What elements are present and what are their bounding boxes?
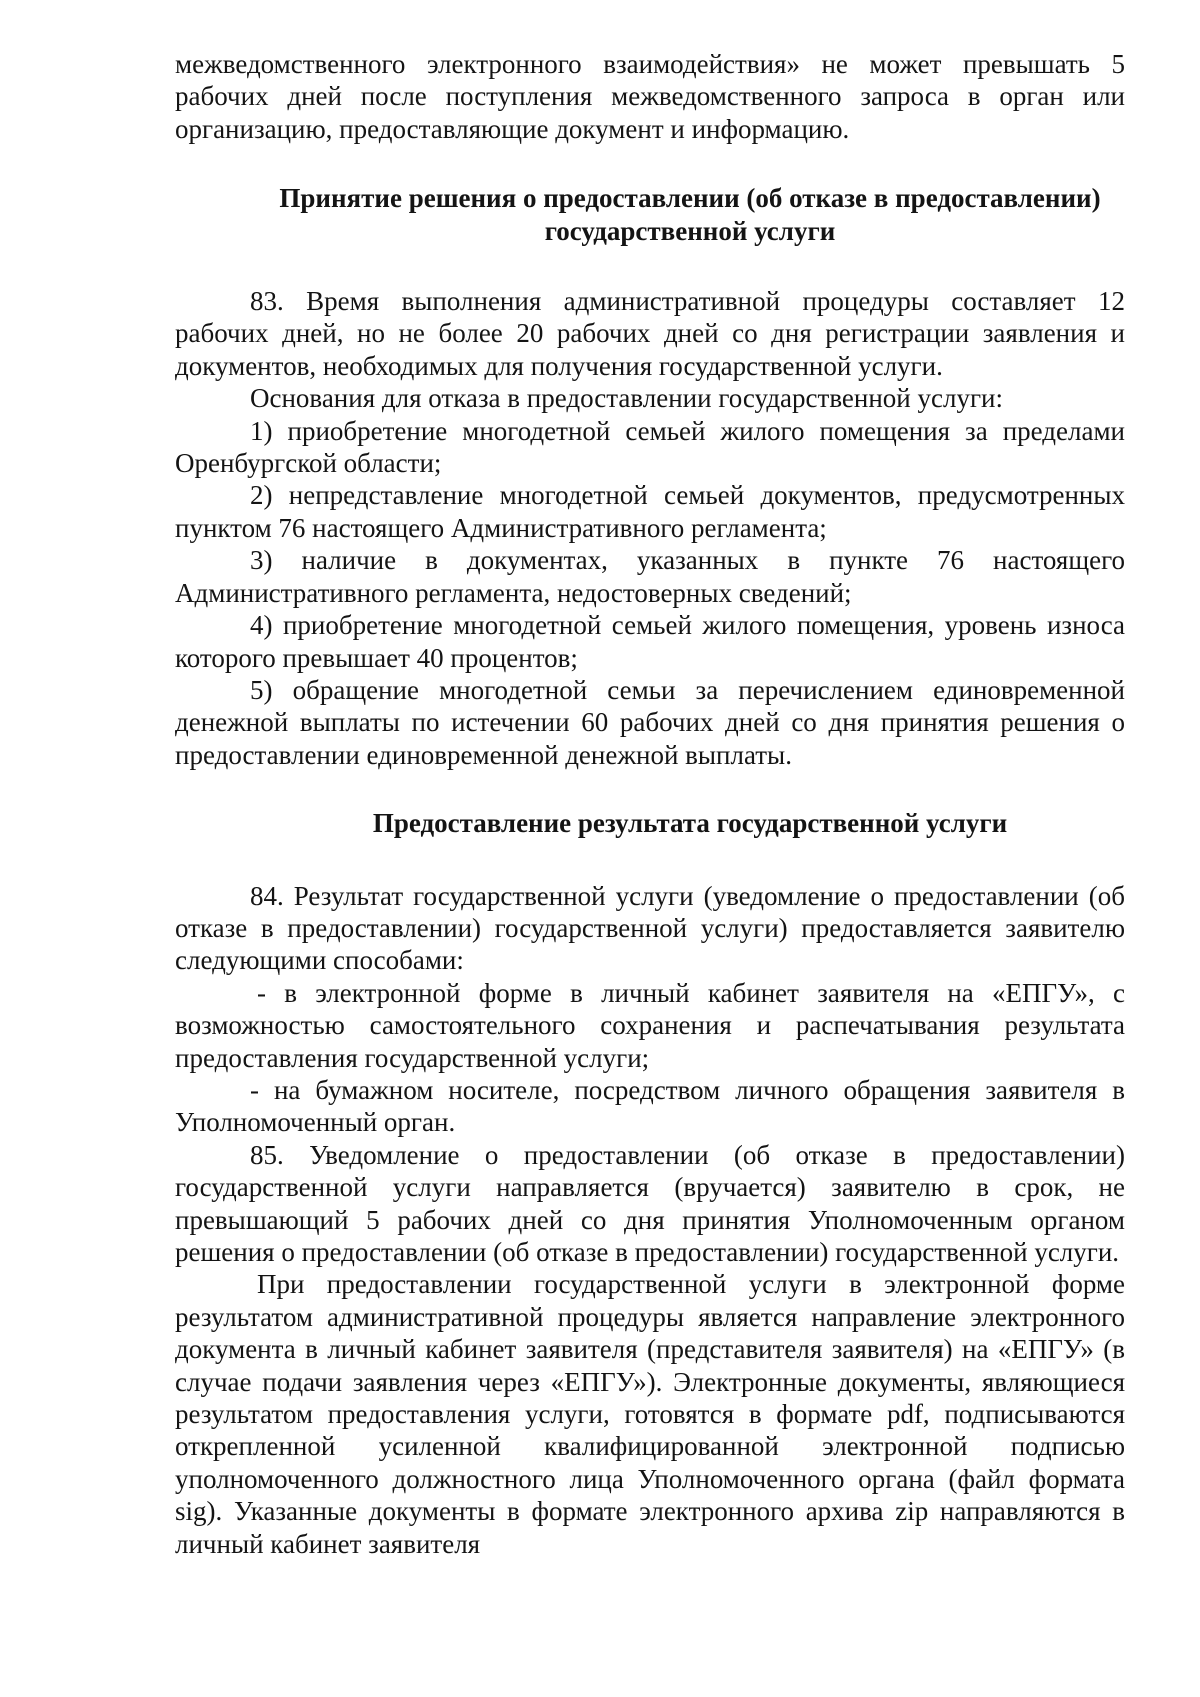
- continuation-paragraph: межведомственного электронного взаимодействия» не может превышать 5 рабочих дней после поступления межведомственного запроса в орган или организацию, предоставляющие документ и информацию.: [175, 49, 1125, 144]
- method-paper: - на бумажном носителе, посредством личного обращения заявителя в Уполномоченный орган.: [175, 1074, 1125, 1138]
- method-electronic: - в электронной форме в личный кабинет заявителя на «ЕПГУ», с возможностью самостоятельного сохранения и распечатывания результата предоставления государственной услуги;: [175, 977, 1125, 1073]
- section-heading-decision-line2: государственной услуги: [544, 215, 836, 246]
- ground-item-5: 5) обращение многодетной семьи за перечислением единовременной денежной выплаты по истечении 60 рабочих дней со дня принятия решения о предоставлении единовременной денежной выплаты.: [175, 674, 1125, 770]
- paragraph-electronic-result: При предоставлении государственной услуги в электронной форме результатом административной процедуры является направление электронного документа в личный кабинет заявителя (представителя заявителя) на «ЕПГУ» (в случае подачи заявления через «ЕПГУ»). Электронные документы, являющиеся результатом предоставления услуги, готовятся в формате pdf, подписываются открепленной усиленной квалифицированной электронной подписью уполномоченного должностного лица Уполномоченного органа (файл формата sig). Указанные документы в формате электронного архива zip направляются в личный кабинет заявителя: [175, 1269, 1125, 1559]
- ground-item-4: 4) приобретение многодетной семьей жилого помещения, уровень износа которого превышает 40 процентов;: [175, 610, 1125, 673]
- section-heading-result: Предоставление результата государственной услуги: [372, 808, 1008, 839]
- section-heading-decision: [175, 182, 1125, 247]
- document-page: [175, 48, 1125, 1560]
- paragraph-83: 83. Время выполнения административной процедуры составляет 12 рабочих дней, но не более 20 рабочих дней со дня регистрации заявления и документов, необходимых для получения государственной услуги.: [175, 286, 1125, 381]
- ground-item-1: 1) приобретение многодетной семьей жилого помещения за пределами Оренбургской области;: [175, 415, 1125, 479]
- paragraph-84: 84. Результат государственной услуги (уведомление о предоставлении (об отказе в предоставлении) государственной услуги) предоставляется заявителю следующими способами:: [175, 880, 1125, 976]
- paragraph-85: 85. Уведомление о предоставлении (об отказе в предоставлении) государственной услуги направляется (вручается) заявителю в срок, не превышающий 5 рабочих дней со дня принятия Уполномоченным органом решения о предоставлении (об отказе в предоставлении) государственной услуги.: [175, 1139, 1125, 1267]
- ground-item-2: 2) непредставление многодетной семьей документов, предусмотренных пунктом 76 настоящего Административного регламента;: [175, 480, 1125, 543]
- ground-item-3: 3) наличие в документах, указанных в пункте 76 настоящего Административного регламента, недостоверных сведений;: [175, 545, 1125, 608]
- grounds-intro: Основания для отказа в предоставлении государственной услуги:: [250, 383, 1003, 414]
- section-heading-decision-line1: Принятие решения о предоставлении (об отказе в предоставлении): [279, 183, 1101, 214]
